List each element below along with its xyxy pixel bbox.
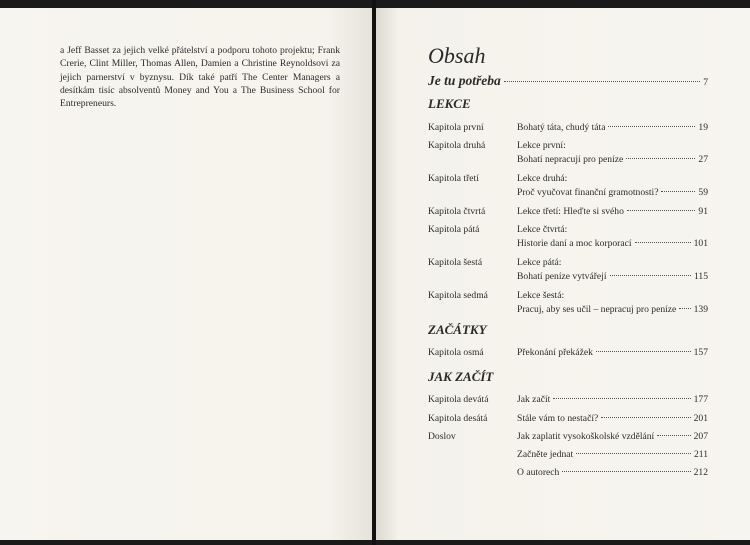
dot-leader bbox=[504, 81, 700, 82]
entry-page: 27 bbox=[698, 154, 708, 165]
entry-lesson: Lekce šestá: bbox=[517, 290, 565, 301]
toc-row bbox=[428, 139, 708, 172]
chapter-label: Kapitola pátá bbox=[428, 224, 480, 235]
chapter-label: Kapitola čtvrtá bbox=[428, 206, 486, 217]
entry-text: Pracuj, aby ses učil – nepracuj pro peníze bbox=[517, 304, 677, 315]
toc-row bbox=[428, 172, 708, 205]
chapter-label: Kapitola desátá bbox=[428, 413, 488, 424]
section-heading: JAK ZAČÍT bbox=[428, 369, 494, 384]
dot-leader bbox=[562, 471, 690, 472]
chapter-label: Kapitola třetí bbox=[428, 173, 479, 184]
entry-page: 91 bbox=[698, 206, 708, 217]
section-entries bbox=[428, 121, 708, 322]
entry-lesson: Lekce druhá: bbox=[517, 173, 568, 184]
toc-row bbox=[428, 448, 708, 466]
section-heading: LEKCE bbox=[428, 96, 471, 111]
entry-page: 201 bbox=[693, 413, 708, 424]
toc-row bbox=[428, 223, 708, 256]
chapter-label bbox=[428, 448, 517, 466]
toc-row bbox=[428, 466, 708, 484]
toc-row bbox=[428, 256, 708, 289]
acknowledgements-paragraph: a Jeff Basset za jejich velké přátelství a podporu tohoto projektu; Frank Crerie, Clint Miller, Thomas Allen, Damien a Christine Reynoldsovi za jejich parnerství v byznysu. Dík také patří The Center Managers a desítkám tisíc absolventů Money and You a The Business School for Entrepreneurs. bbox=[60, 45, 340, 110]
toc-row bbox=[428, 346, 708, 364]
chapter-label: Kapitola druhá bbox=[428, 140, 486, 151]
entry-text: Proč vyučovat finanční gramotnosti? bbox=[517, 187, 659, 198]
dot-leader bbox=[679, 308, 690, 309]
section-entries bbox=[428, 393, 708, 484]
entry-lesson: Lekce čtvrtá: bbox=[517, 224, 568, 235]
entry-page: 211 bbox=[693, 449, 708, 460]
entry-text: Lekce třetí: Hleďte si svého bbox=[517, 206, 624, 217]
entry-text: Historie daní a moc korporací bbox=[517, 238, 632, 249]
entry-text: Bohatí nepracují pro peníze bbox=[517, 154, 624, 165]
dot-leader bbox=[635, 242, 691, 243]
chapter-label: Kapitola osmá bbox=[428, 347, 484, 358]
entry-page: 101 bbox=[693, 238, 708, 249]
toc-row bbox=[428, 430, 708, 448]
entry-text: Překonání překážek bbox=[517, 347, 593, 358]
dot-leader bbox=[657, 435, 690, 436]
toc-intro-label: Je tu potřeba bbox=[428, 73, 501, 88]
toc-title: Obsah bbox=[428, 43, 486, 68]
toc-row bbox=[428, 412, 708, 430]
entry-page: 19 bbox=[698, 122, 708, 133]
entry-page: 177 bbox=[693, 394, 708, 405]
dot-leader bbox=[627, 210, 696, 211]
section-heading: ZAČÁTKY bbox=[428, 322, 487, 337]
toc-intro-page: 7 bbox=[703, 77, 708, 88]
chapter-label: Kapitola první bbox=[428, 122, 484, 133]
dot-leader bbox=[601, 417, 690, 418]
dot-leader bbox=[553, 398, 690, 399]
dot-leader bbox=[596, 351, 691, 352]
toc-row bbox=[428, 289, 708, 322]
entry-text: Stále vám to nestačí? bbox=[517, 413, 599, 424]
dot-leader bbox=[661, 191, 695, 192]
section-entries bbox=[428, 346, 708, 364]
entry-page: 157 bbox=[693, 347, 708, 358]
chapter-label: Kapitola devátá bbox=[428, 394, 489, 405]
entry-page: 207 bbox=[693, 431, 708, 442]
dot-leader bbox=[576, 453, 691, 454]
entry-text: O autorech bbox=[517, 467, 560, 478]
entry-page: 139 bbox=[693, 304, 708, 315]
dot-leader bbox=[610, 275, 691, 276]
toc-row bbox=[428, 205, 708, 223]
chapter-label bbox=[428, 466, 517, 484]
dot-leader bbox=[608, 126, 695, 127]
dot-leader bbox=[626, 158, 695, 159]
chapter-label: Kapitola sedmá bbox=[428, 290, 488, 301]
entry-text: Bohatý táta, chudý táta bbox=[517, 122, 606, 133]
entry-page: 115 bbox=[693, 271, 708, 282]
chapter-label: Kapitola šestá bbox=[428, 257, 483, 268]
entry-text: Začněte jednat bbox=[517, 449, 574, 460]
entry-text: Jak začít bbox=[517, 394, 551, 405]
entry-page: 59 bbox=[698, 187, 708, 198]
entry-lesson: Lekce první: bbox=[517, 140, 566, 151]
entry-lesson: Lekce pátá: bbox=[517, 257, 562, 268]
entry-page: 212 bbox=[693, 467, 708, 478]
chapter-label: Doslov bbox=[428, 431, 456, 442]
toc-row bbox=[428, 121, 708, 139]
entry-text: Jak zaplatit vysokoškolské vzdělání bbox=[517, 431, 655, 442]
toc-row bbox=[428, 393, 708, 412]
toc-intro-row bbox=[428, 73, 708, 89]
entry-text: Bohatí peníze vytvářejí bbox=[517, 271, 607, 282]
